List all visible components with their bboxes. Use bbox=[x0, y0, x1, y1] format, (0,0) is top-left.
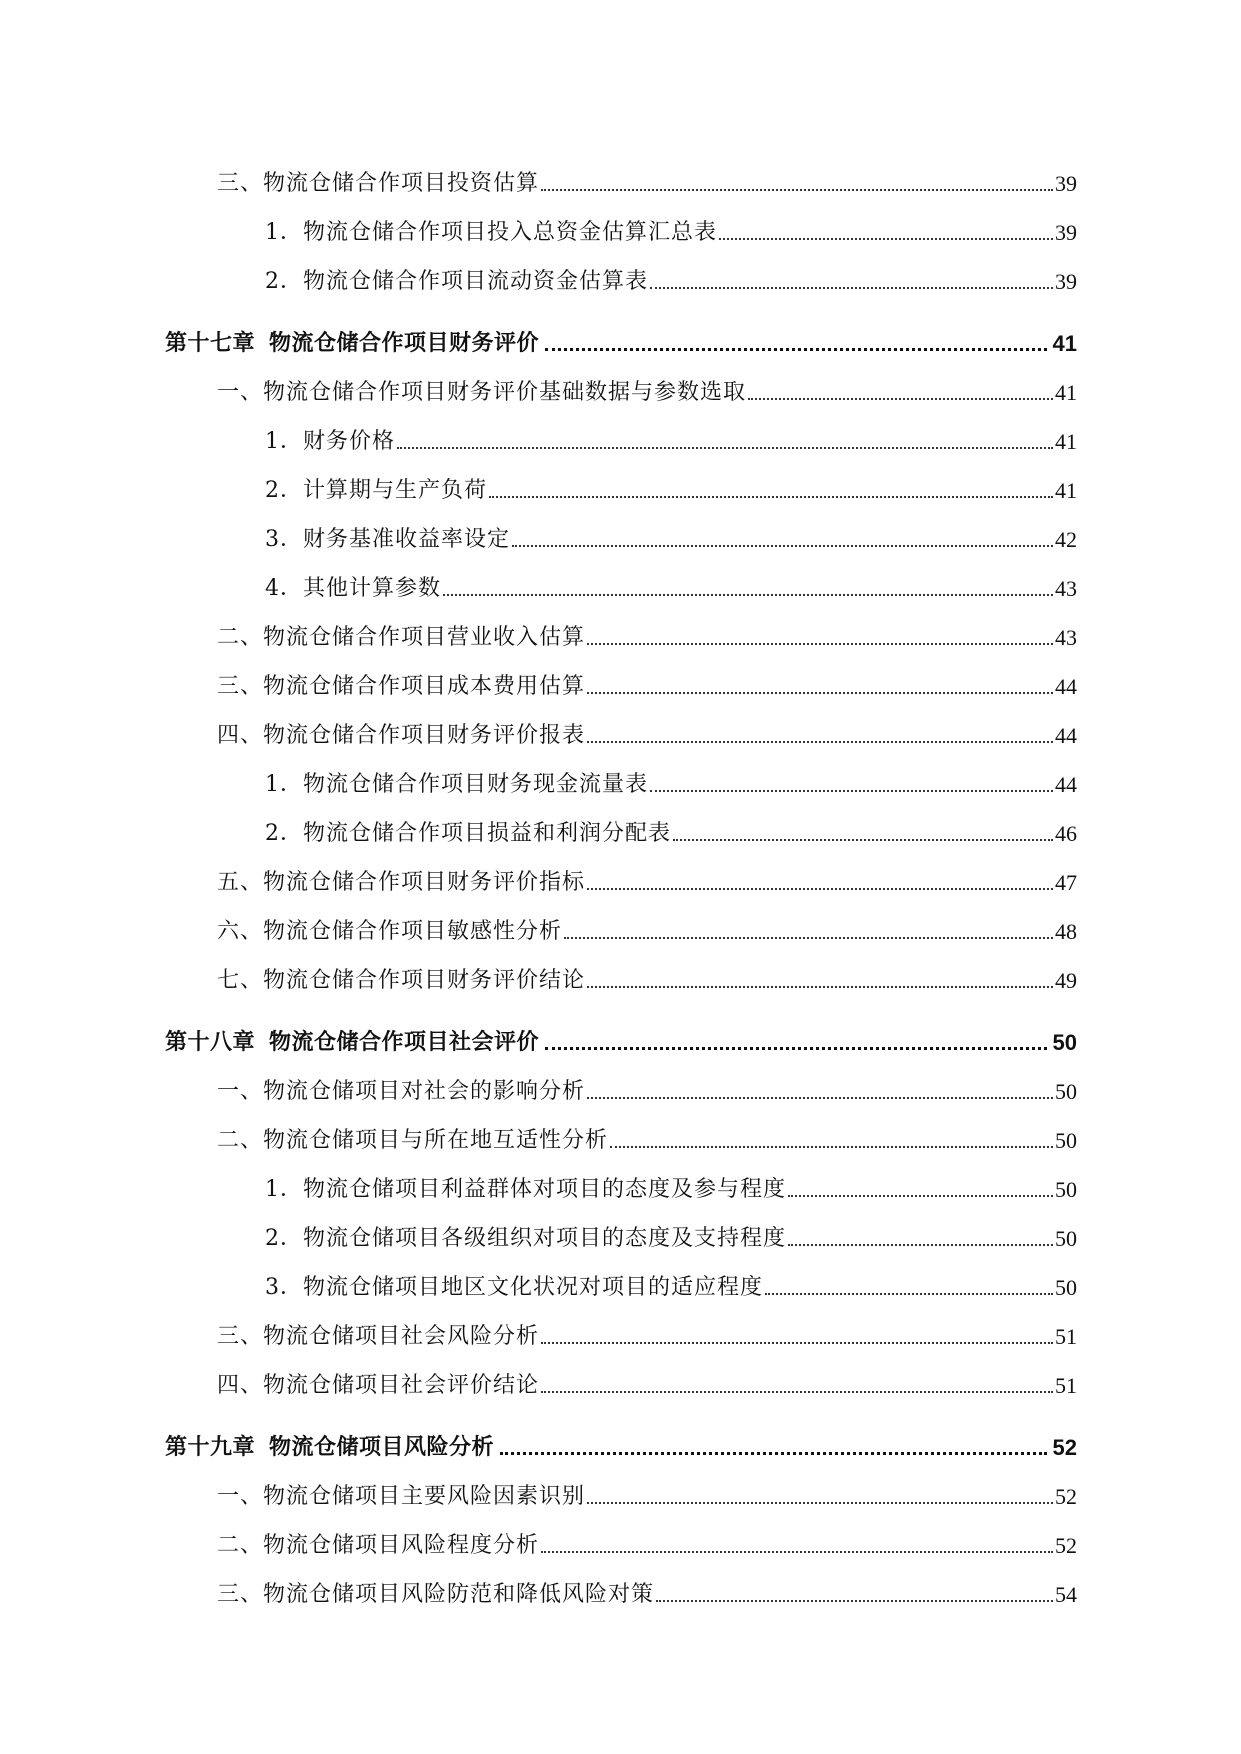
toc-entry[interactable] bbox=[165, 663, 1077, 712]
dot-leader bbox=[587, 1502, 1053, 1504]
toc-entry[interactable] bbox=[165, 209, 1077, 258]
dot-leader bbox=[673, 839, 1053, 841]
toc-entry[interactable] bbox=[165, 160, 1077, 209]
dot-leader bbox=[397, 447, 1053, 449]
toc-page-number: 44 bbox=[1055, 723, 1077, 748]
toc-entry[interactable] bbox=[165, 859, 1077, 908]
toc-page-number: 44 bbox=[1055, 674, 1077, 699]
toc-page-number: 39 bbox=[1055, 171, 1077, 196]
toc-entry-title bbox=[165, 326, 539, 357]
dot-leader bbox=[443, 594, 1053, 596]
toc-entry[interactable] bbox=[165, 258, 1077, 307]
toc-chapter-entry[interactable] bbox=[165, 1411, 1077, 1473]
dot-leader bbox=[788, 1244, 1053, 1246]
toc-entry[interactable] bbox=[165, 1215, 1077, 1264]
toc-entry[interactable] bbox=[165, 810, 1077, 859]
toc-chapter-entry[interactable] bbox=[165, 1006, 1077, 1068]
toc-entry[interactable] bbox=[165, 712, 1077, 761]
dot-leader bbox=[587, 986, 1053, 988]
toc-page-number: 43 bbox=[1055, 625, 1077, 650]
dot-leader bbox=[587, 692, 1053, 694]
toc-entry-title: 3．物流仓储项目地区文化状况对项目的适应程度 bbox=[265, 1275, 763, 1300]
toc-entry[interactable] bbox=[165, 418, 1077, 467]
toc-entry-title: 2．物流仓储项目各级组织对项目的态度及支持程度 bbox=[265, 1226, 786, 1251]
dot-leader bbox=[564, 937, 1053, 939]
toc-page-number: 50 bbox=[1055, 1079, 1077, 1104]
dot-leader bbox=[541, 189, 1053, 191]
toc-page-number: 50 bbox=[1052, 1030, 1077, 1055]
dot-leader bbox=[500, 1452, 1046, 1455]
dot-leader bbox=[788, 1195, 1053, 1197]
dot-leader bbox=[650, 790, 1053, 792]
dot-leader bbox=[587, 741, 1053, 743]
dot-leader bbox=[545, 348, 1046, 351]
toc-entry[interactable] bbox=[165, 565, 1077, 614]
toc-entry[interactable] bbox=[165, 908, 1077, 957]
toc-page-number: 48 bbox=[1055, 919, 1077, 944]
toc-page-number: 41 bbox=[1055, 380, 1077, 405]
toc-page-number: 43 bbox=[1055, 576, 1077, 601]
toc-entry-title: 一、物流仓储项目对社会的影响分析 bbox=[217, 1079, 586, 1104]
dot-leader bbox=[587, 1097, 1053, 1099]
dot-leader bbox=[748, 398, 1053, 400]
toc-entry-title: 二、物流仓储合作项目营业收入估算 bbox=[217, 625, 586, 650]
dot-leader bbox=[719, 238, 1053, 240]
toc-entry[interactable] bbox=[165, 1166, 1077, 1215]
toc-entry[interactable] bbox=[165, 1264, 1077, 1313]
toc-entry[interactable] bbox=[165, 761, 1077, 810]
chapter-number: 第十八章 bbox=[165, 1030, 256, 1055]
toc-entry-title: 4．其他计算参数 bbox=[265, 576, 441, 601]
toc-entry-title: 三、物流仓储项目社会风险分析 bbox=[217, 1324, 540, 1349]
toc-page-number: 54 bbox=[1055, 1582, 1077, 1607]
dot-leader bbox=[541, 1342, 1053, 1344]
toc-entry[interactable] bbox=[165, 1522, 1077, 1571]
toc-entry-title bbox=[165, 1430, 494, 1461]
dot-leader bbox=[610, 1146, 1053, 1148]
toc-entry[interactable] bbox=[165, 516, 1077, 565]
dot-leader bbox=[545, 1047, 1046, 1050]
toc-entry-title: 二、物流仓储项目与所在地互适性分析 bbox=[217, 1128, 609, 1153]
toc-entry-title: 2．物流仓储合作项目损益和利润分配表 bbox=[265, 821, 671, 846]
toc-chapter-entry[interactable] bbox=[165, 307, 1077, 369]
toc-entry[interactable] bbox=[165, 1473, 1077, 1522]
dot-leader bbox=[587, 643, 1053, 645]
toc-page-number: 51 bbox=[1055, 1373, 1077, 1398]
toc-page-number: 49 bbox=[1055, 968, 1077, 993]
toc-page-number: 39 bbox=[1055, 220, 1077, 245]
toc-entry[interactable] bbox=[165, 614, 1077, 663]
toc-entry-title: 六、物流仓储合作项目敏感性分析 bbox=[217, 919, 563, 944]
toc-page-number: 39 bbox=[1055, 269, 1077, 294]
chapter-number: 第十七章 bbox=[165, 331, 256, 356]
toc-entry-title: 一、物流仓储项目主要风险因素识别 bbox=[217, 1484, 586, 1509]
dot-leader bbox=[512, 545, 1053, 547]
chapter-title: 物流仓储合作项目社会评价 bbox=[269, 1030, 540, 1055]
toc-page-number: 46 bbox=[1055, 821, 1077, 846]
toc-entry[interactable] bbox=[165, 1571, 1077, 1620]
chapter-title: 物流仓储合作项目财务评价 bbox=[269, 331, 540, 356]
toc-page-number: 41 bbox=[1052, 331, 1077, 356]
toc-entry[interactable] bbox=[165, 1362, 1077, 1411]
toc-page-number: 52 bbox=[1052, 1435, 1077, 1460]
toc-page-number: 52 bbox=[1055, 1484, 1077, 1509]
toc-page-number: 47 bbox=[1055, 870, 1077, 895]
toc-page-number: 50 bbox=[1055, 1226, 1077, 1251]
toc-entry-title: 1．物流仓储合作项目财务现金流量表 bbox=[265, 772, 648, 797]
toc-page-number: 51 bbox=[1055, 1324, 1077, 1349]
toc-entry-title: 二、物流仓储项目风险程度分析 bbox=[217, 1533, 540, 1558]
toc-entry-title: 1．财务价格 bbox=[265, 429, 395, 454]
toc-page-number: 41 bbox=[1055, 478, 1077, 503]
toc-page-number: 44 bbox=[1055, 772, 1077, 797]
toc-entry[interactable] bbox=[165, 369, 1077, 418]
dot-leader bbox=[541, 1551, 1053, 1553]
toc-entry-title: 一、物流仓储合作项目财务评价基础数据与参数选取 bbox=[217, 380, 747, 405]
toc-page-number: 52 bbox=[1055, 1533, 1077, 1558]
toc-page-number: 50 bbox=[1055, 1275, 1077, 1300]
toc-page-number: 42 bbox=[1055, 527, 1077, 552]
toc-entry-title: 1．物流仓储合作项目投入总资金估算汇总表 bbox=[265, 220, 717, 245]
toc-entry-title: 2．计算期与生产负荷 bbox=[265, 478, 487, 503]
toc-entry-title: 四、物流仓储项目社会评价结论 bbox=[217, 1373, 540, 1398]
dot-leader bbox=[587, 888, 1053, 890]
toc-entry-title: 四、物流仓储合作项目财务评价报表 bbox=[217, 723, 586, 748]
toc-entry-title: 五、物流仓储合作项目财务评价指标 bbox=[217, 870, 586, 895]
toc-page-number: 50 bbox=[1055, 1128, 1077, 1153]
toc-entry-title: 三、物流仓储项目风险防范和降低风险对策 bbox=[217, 1582, 655, 1607]
toc-page-number: 41 bbox=[1055, 429, 1077, 454]
toc-entry[interactable] bbox=[165, 1313, 1077, 1362]
toc-page-number: 50 bbox=[1055, 1177, 1077, 1202]
toc-entry-title: 三、物流仓储合作项目成本费用估算 bbox=[217, 674, 586, 699]
toc-entry-title bbox=[165, 1025, 539, 1056]
toc-entry-title: 2．物流仓储合作项目流动资金估算表 bbox=[265, 269, 648, 294]
table-of-contents bbox=[165, 160, 1077, 1620]
dot-leader bbox=[541, 1391, 1053, 1393]
toc-entry-title: 3．财务基准收益率设定 bbox=[265, 527, 510, 552]
toc-entry[interactable] bbox=[165, 467, 1077, 516]
chapter-number: 第十九章 bbox=[165, 1435, 256, 1460]
chapter-title: 物流仓储项目风险分析 bbox=[269, 1435, 495, 1460]
toc-entry[interactable] bbox=[165, 957, 1077, 1006]
toc-entry[interactable] bbox=[165, 1068, 1077, 1117]
toc-entry[interactable] bbox=[165, 1117, 1077, 1166]
toc-entry-title: 1．物流仓储项目利益群体对项目的态度及参与程度 bbox=[265, 1177, 786, 1202]
dot-leader bbox=[650, 287, 1053, 289]
toc-entry-title: 三、物流仓储合作项目投资估算 bbox=[217, 171, 540, 196]
dot-leader bbox=[765, 1293, 1053, 1295]
toc-entry-title: 七、物流仓储合作项目财务评价结论 bbox=[217, 968, 586, 993]
dot-leader bbox=[656, 1600, 1053, 1602]
dot-leader bbox=[489, 496, 1053, 498]
